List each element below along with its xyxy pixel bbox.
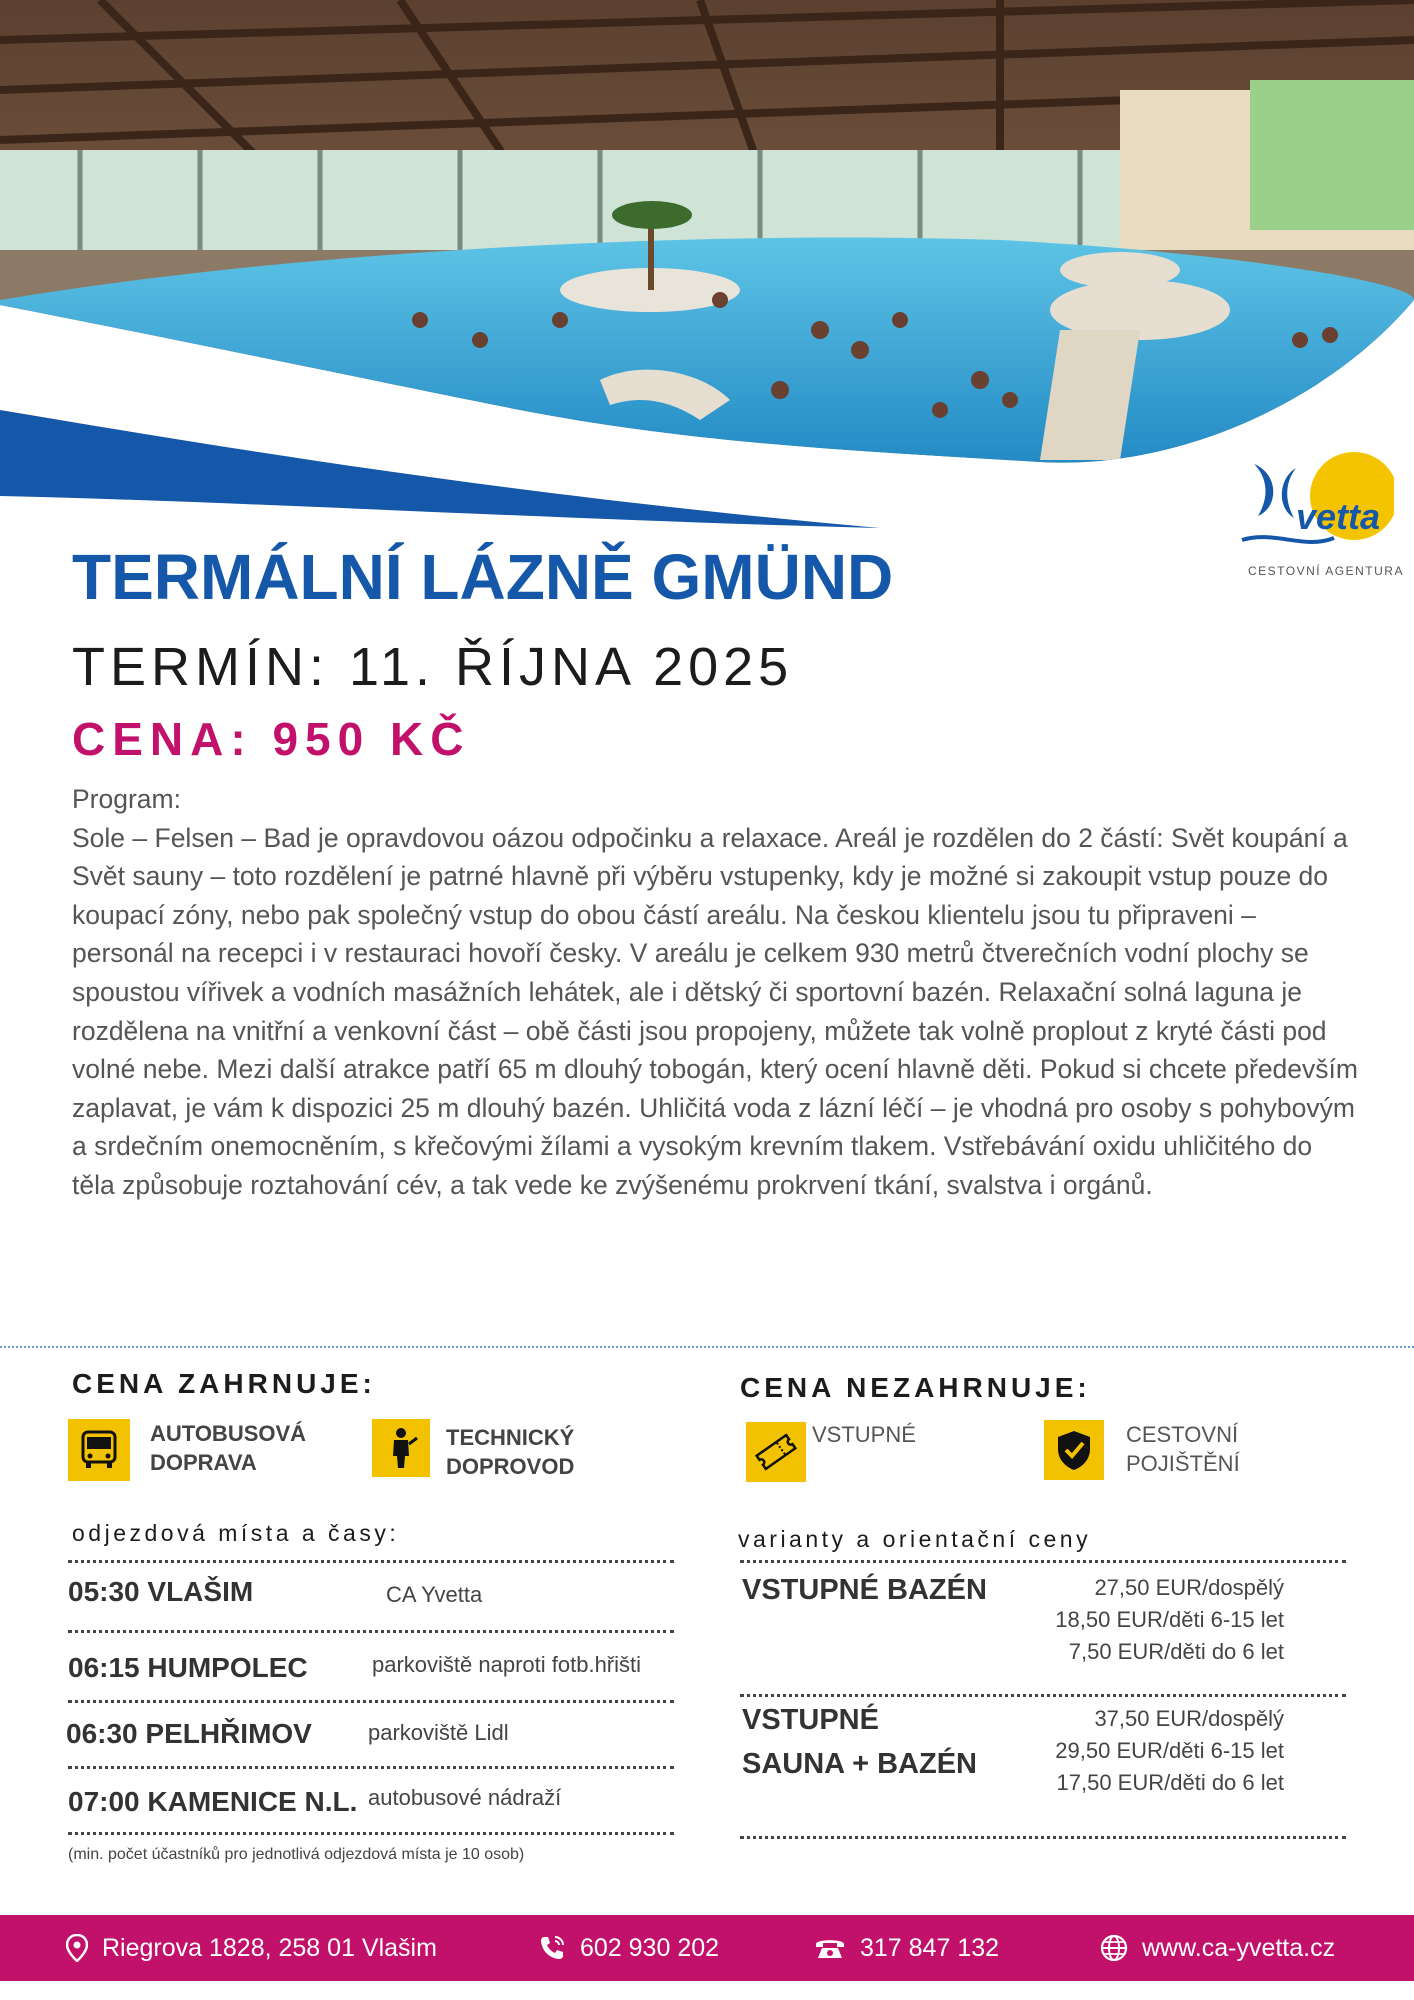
- company-logo: [1234, 452, 1404, 582]
- telephone-icon: [814, 1936, 846, 1960]
- variant-price: 27,50 EUR/dospělý: [1094, 1575, 1284, 1600]
- dotted-separator: [68, 1630, 674, 1633]
- footer-mobile-text[interactable]: 602 930 202: [580, 1933, 720, 1962]
- location-pin-icon: [66, 1934, 88, 1962]
- variants-heading: varianty a orientační ceny: [738, 1526, 1092, 1552]
- variant-price: 7,50 EUR/děti do 6 let: [1068, 1639, 1284, 1664]
- footer-web-link[interactable]: www.ca-yvetta.cz: [1142, 1933, 1336, 1962]
- footer-phone-text[interactable]: 317 847 132: [860, 1933, 1000, 1962]
- program-text: Sole – Felsen – Bad je opravdovou oázou odpočinku a relaxace. Areál je rozdělen do 2 částí: Svět koupání a Svět sauny – toto rozdělení je patrné hlavně při výběru vstupenky, kdy je možné si zakoupit vstup pouze do koupací zóny, nebo pak společný vstup do obou částí areálu. Na českou klientelu jsou tu připraveni – personál na recepci i v restauraci hovoří česky. V areálu je celkem 930 metrů čtverečních vodní plochy se spoustou vířivek a vodních masážních lehátek, ale i dětský či sportovní bazén. Relaxační solná laguna je rozdělena na vnitřní a venkovní část – obě části jsou propojeny, můžete tak volně proplout z kryté části pod volné nebe. Mezi další atrakce patří 65 m dlouhý tobogán, který ocení hlavně děti. Pokud si chcete především zaplavat, je vám k dispozici 25 m dlouhý bazén. Uhličitá voda z lázní léčí – je vhodná pro osoby s pohybovým a srdečním onemocněním, s křečovými žílami a vysokým krevním tlakem. Vstřebávání oxidu uhličitého do těla způsobuje roztahování cév, a tak vede ke zvýšenému prokrvení tkání, svalstva i orgánů.: [72, 822, 1358, 1200]
- departure-time: 05:30 VLAŠIM: [68, 1576, 254, 1607]
- excluded-item-insurance: [1126, 1420, 1240, 1478]
- dotted-separator: [68, 1766, 674, 1769]
- departure-place: autobusové nádraží: [368, 1785, 562, 1810]
- excluded-item-ticket-line1: VSTUPNÉ: [812, 1422, 916, 1447]
- departure-place: parkoviště Lidl: [368, 1720, 509, 1745]
- variant-prices: [1040, 1572, 1284, 1668]
- ticket-icon: [746, 1422, 806, 1482]
- footer-address-text: Riegrova 1828, 258 01 Vlašim: [102, 1933, 437, 1962]
- variant-price: 18,50 EUR/děti 6-15 let: [1055, 1607, 1284, 1632]
- departures-heading: odjezdová místa a časy:: [72, 1520, 400, 1546]
- departure-time: 07:00 KAMENICE N.L.: [68, 1786, 358, 1817]
- hero-photo: [0, 0, 1414, 540]
- departure-time: 06:15 HUMPOLEC: [68, 1652, 308, 1683]
- excluded-item-ticket: [812, 1420, 916, 1449]
- footer-web[interactable]: [1100, 1915, 1335, 1981]
- page-title: TERMÁLNÍ LÁZNĚ GMÜND: [72, 541, 894, 613]
- included-item-guide-line1: TECHNICKÝ: [446, 1425, 575, 1450]
- program-label: Program:: [72, 784, 181, 814]
- footer-bar: [0, 1915, 1414, 1981]
- included-item-guide: [446, 1423, 574, 1481]
- included-item-bus-line2: DOPRAVA: [150, 1450, 257, 1475]
- variant-prices: [1040, 1703, 1284, 1799]
- included-item-guide-line2: DOPROVOD: [446, 1454, 575, 1479]
- departures-note: (min. počet účastníků pro jednotlivá odjezdová místa je 10 osob): [68, 1846, 525, 1863]
- variant-name-line1: VSTUPNÉ: [742, 1704, 879, 1736]
- variant-name-line1: VSTUPNÉ BAZÉN: [742, 1574, 987, 1606]
- dotted-separator: [68, 1560, 674, 1563]
- footer-phone[interactable]: [814, 1915, 999, 1981]
- section-divider: [0, 1346, 1414, 1348]
- excluded-item-insurance-line1: CESTOVNÍ: [1126, 1422, 1239, 1447]
- tour-guide-icon: [372, 1419, 430, 1477]
- logo-subtitle: CESTOVNÍ AGENTURA: [1248, 564, 1404, 578]
- variant-name: [742, 1698, 977, 1786]
- included-heading: CENA ZAHRNUJE:: [72, 1368, 376, 1399]
- shield-check-icon: [1044, 1420, 1104, 1480]
- phone-call-icon: [538, 1934, 566, 1962]
- trip-price: CENA: 950 KČ: [72, 713, 471, 765]
- included-item-bus: [150, 1419, 306, 1477]
- dotted-separator: [68, 1700, 674, 1703]
- excluded-heading: CENA NEZAHRNUJE:: [740, 1372, 1091, 1403]
- dotted-separator: [740, 1836, 1346, 1839]
- variant-price: 17,50 EUR/děti do 6 let: [1056, 1770, 1284, 1795]
- variant-name: [742, 1568, 987, 1612]
- variant-name-line2: SAUNA + BAZÉN: [742, 1748, 977, 1780]
- program-section: [72, 780, 1362, 1205]
- dotted-separator: [740, 1694, 1346, 1697]
- dotted-separator: [740, 1560, 1346, 1563]
- logo-brand: vetta: [1296, 496, 1381, 537]
- departure-place: CA Yvetta: [386, 1582, 483, 1607]
- departure-time: 06:30 PELHŘIMOV: [66, 1718, 312, 1749]
- departure-place: parkoviště naproti fotb.hřišti: [372, 1652, 642, 1677]
- footer-address: [66, 1915, 437, 1981]
- globe-icon: [1100, 1934, 1128, 1962]
- trip-date: TERMÍN: 11. ŘÍJNA 2025: [72, 637, 794, 697]
- variant-price: 37,50 EUR/dospělý: [1094, 1706, 1284, 1731]
- variant-price: 29,50 EUR/děti 6-15 let: [1055, 1738, 1284, 1763]
- included-item-bus-line1: AUTOBUSOVÁ: [150, 1421, 307, 1446]
- excluded-item-insurance-line2: POJIŠTĚNÍ: [1126, 1451, 1240, 1476]
- bus-icon: [68, 1419, 130, 1481]
- dotted-separator: [68, 1832, 674, 1835]
- footer-mobile[interactable]: [538, 1915, 719, 1981]
